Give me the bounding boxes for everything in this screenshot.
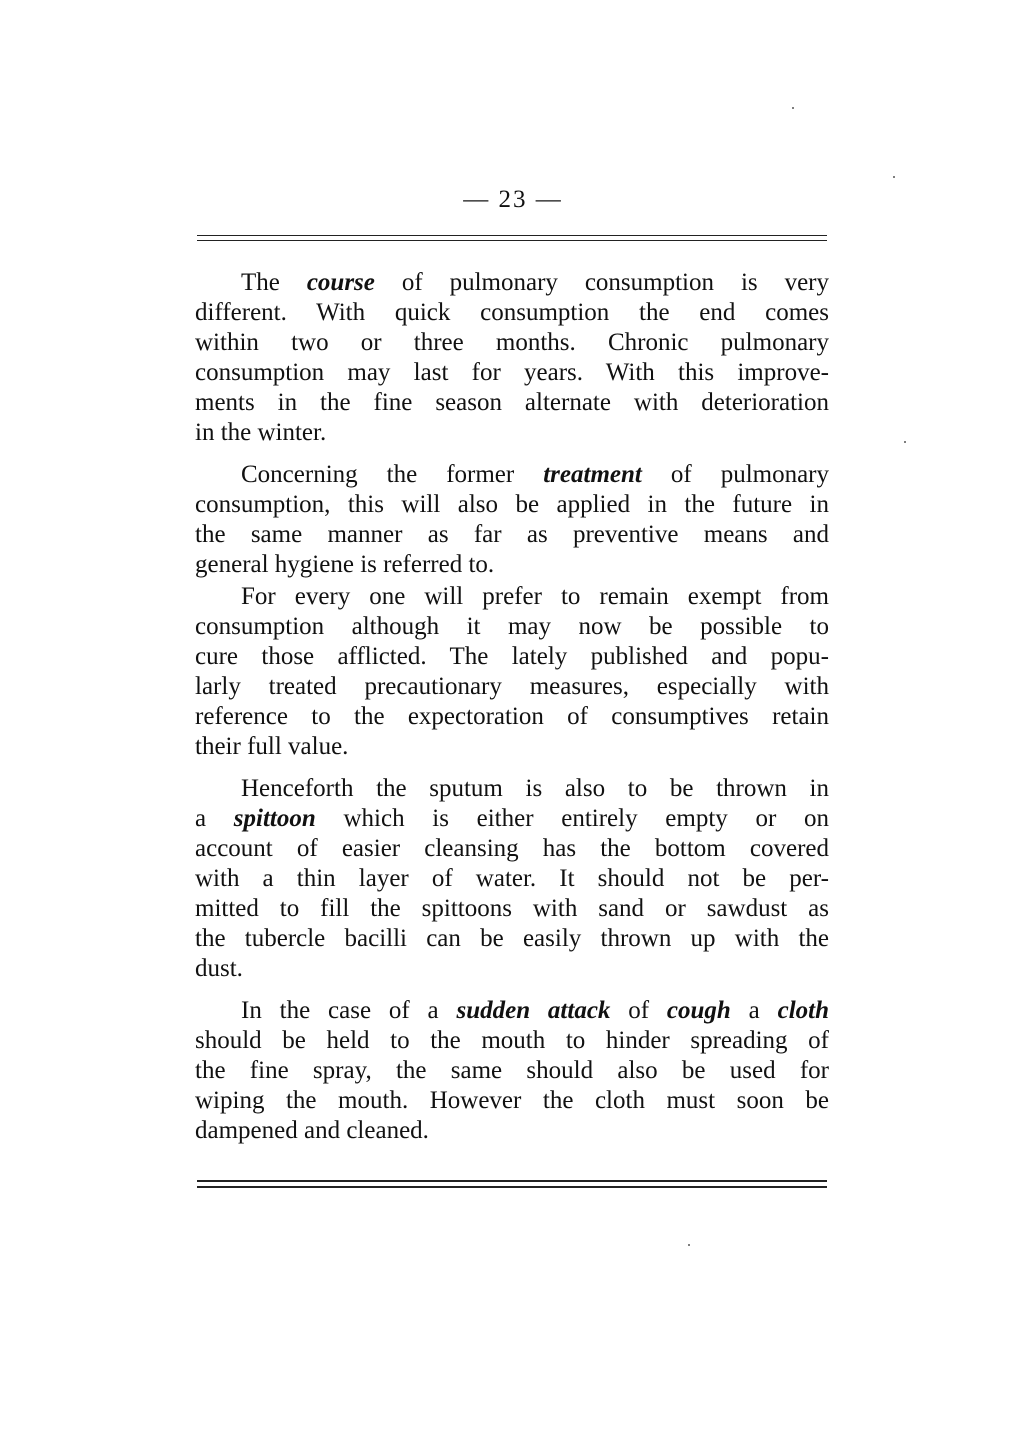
paragraph-course [195,268,829,448]
text-line: with a thin layer of water. It should not be per- [195,865,829,892]
paragraph-cough [195,996,829,1146]
body-text [195,268,829,1155]
page-number: — 23 — [463,186,563,213]
text-line: account of easier cleansing has the bottom covered [195,835,829,862]
emphasized-term: sudden attack [456,997,611,1024]
emphasized-term: cloth [777,997,829,1024]
emphasized-term: cough [666,997,731,1024]
text-line: the fine spray, the same should also be used for [195,1057,829,1084]
text-line: larly treated precautionary measures, especially with [195,673,829,700]
emphasized-term: course [306,269,375,296]
scan-speck [893,176,895,178]
text-line: consumption, this will also be applied in the future in [195,491,829,518]
text-line: The course of pulmonary consumption is very [241,269,829,296]
text-line: in the winter. [195,419,327,446]
text-line: In the case of a sudden attack of cough a cloth [241,997,829,1024]
emphasized-term: spittoon [233,805,316,832]
text-line: different. With quick consumption the end comes [195,299,829,326]
text-line: a spittoon which is either entirely empty or on [195,805,829,832]
text-line: wiping the mouth. However the cloth must soon be [195,1087,829,1114]
paragraph-spittoon [195,774,829,984]
scan-speck [688,1244,690,1246]
paragraph-prevention [195,582,829,762]
text-line: within two or three months. Chronic pulmonary [195,329,829,356]
scan-speck [792,107,794,109]
text-line: general hygiene is referred to. [195,551,495,578]
text-line: consumption may last for years. With this improve- [195,359,829,386]
text-line: dampened and cleaned. [195,1117,429,1144]
paragraph-treatment [195,460,829,580]
bottom-rule-divider [197,1180,827,1188]
text-line: Concerning the former treatment of pulmonary [241,461,830,488]
text-line: consumption although it may now be possible to [195,613,829,640]
text-line: cure those afflicted. The lately published and popu- [195,643,829,670]
text-line: Henceforth the sputum is also to be thrown in [241,775,829,802]
text-line: dust. [195,955,243,982]
text-line: mitted to fill the spittoons with sand or sawdust as [195,895,829,922]
text-line: the tubercle bacilli can be easily thrown up with the [195,925,829,952]
emphasized-term: treatment [543,461,642,488]
text-line: For every one will prefer to remain exempt from [241,583,829,610]
scan-speck [904,441,906,443]
text-line: the same manner as far as preventive means and [195,521,829,548]
top-rule-divider [197,235,827,241]
text-line: should be held to the mouth to hinder spreading of [195,1027,829,1054]
text-line: their full value. [195,733,349,760]
text-line: reference to the expectoration of consumptives retain [195,703,829,730]
text-line: ments in the fine season alternate with deterioration [195,389,829,416]
